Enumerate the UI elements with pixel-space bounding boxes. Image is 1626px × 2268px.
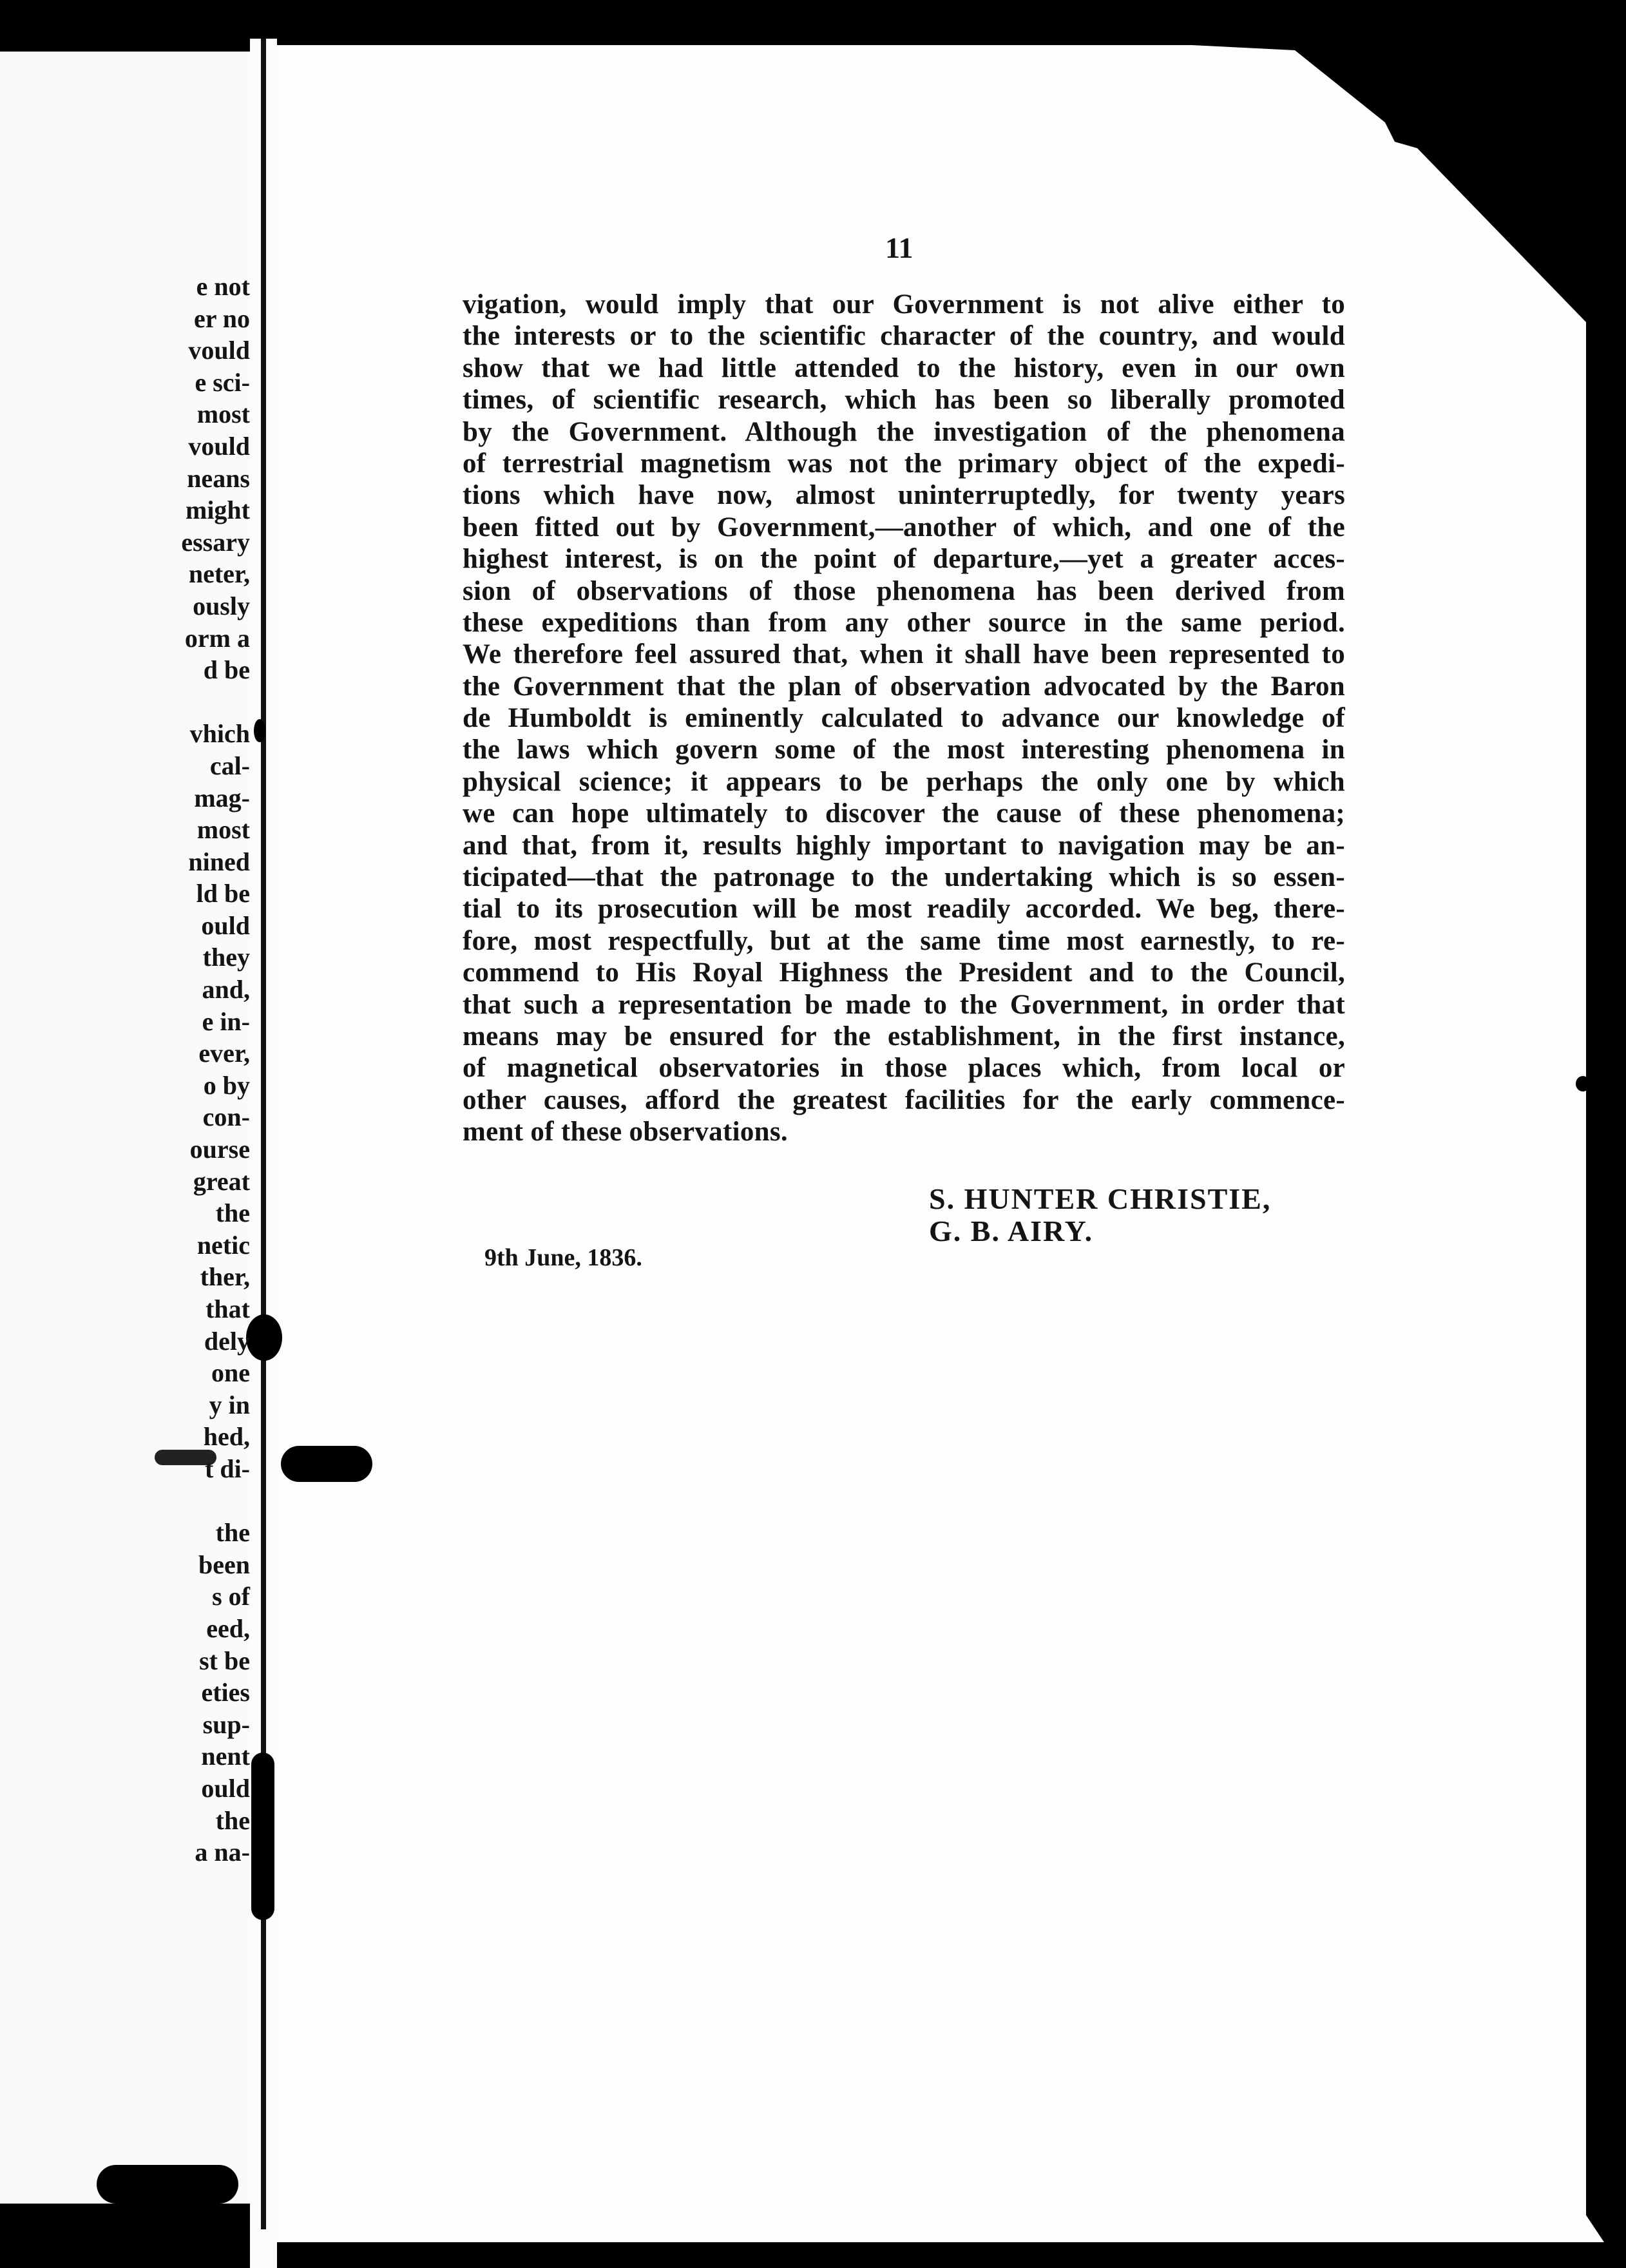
binding-blob [246, 1314, 282, 1361]
left-page-line: eties [201, 1678, 250, 1707]
date: 9th June, 1836. [484, 1244, 642, 1271]
signature-line: G. B. AIRY. [929, 1215, 1094, 1247]
body-line: other causes, afford the greatest facilities for the early commence- [463, 1084, 1345, 1115]
left-page-line: orm a [184, 623, 250, 653]
body-text [463, 289, 1345, 1148]
body-line: fore, most respectfully, but at the same time most earnestly, to re- [463, 925, 1345, 956]
body-line: tions which have now, almost uninterruptedly, for twenty years [463, 480, 1345, 511]
left-page-line: e in- [202, 1006, 250, 1036]
binding-blob [97, 2165, 238, 2204]
left-page-line: dely [204, 1326, 250, 1356]
ink-dot [1576, 1076, 1590, 1091]
body-line: of terrestrial magnetism was not the primary object of the expedi- [463, 448, 1345, 479]
body-line: we can hope ultimately to discover the cause of these phenomena; [463, 798, 1345, 829]
left-page-line: hed, [203, 1422, 250, 1452]
left-page-line: e sci- [195, 367, 250, 397]
left-page-line: the [215, 1198, 250, 1228]
body-line: the Government that the plan of observation advocated by the Baron [463, 671, 1345, 702]
left-page-line: vould [188, 431, 250, 461]
left-page-line: nent [201, 1742, 250, 1771]
left-page-line: vhich [189, 719, 250, 749]
signatures [929, 1183, 1271, 1247]
left-page-line: eed, [206, 1613, 250, 1643]
left-page-line: ever, [198, 1039, 250, 1068]
body-line: highest interest, is on the point of departure,—yet a greater acces- [463, 544, 1345, 575]
body-line: these expeditions than from any other source in the same period. [463, 607, 1345, 638]
body-line: de Humboldt is eminently calculated to advance our knowledge of [463, 703, 1345, 734]
left-page-line: netic [196, 1230, 250, 1260]
page-number: 11 [885, 231, 913, 264]
signature-line: S. HUNTER CHRISTIE, [929, 1182, 1272, 1215]
left-page-line: ourse [189, 1135, 250, 1164]
left-page-line: er no [193, 303, 250, 333]
left-page-line: o by [203, 1070, 250, 1100]
left-page-line: one [211, 1358, 250, 1388]
body-line: show that we had little attended to the history, even in our own [463, 352, 1345, 383]
left-page-line: sup- [202, 1709, 250, 1739]
left-page-line: been [198, 1550, 250, 1579]
left-page-line: y in [209, 1390, 250, 1419]
left-page-line: nined [188, 847, 250, 876]
binding-blob [254, 719, 265, 742]
left-page-line: a na- [195, 1838, 250, 1867]
left-page-line: st be [199, 1646, 250, 1675]
left-page-line: they [202, 943, 250, 972]
body-line: vigation, would imply that our Government is not alive either to [463, 289, 1345, 320]
left-page-line: most [196, 815, 250, 845]
left-page-line: e not [196, 272, 250, 301]
left-page-line: ould [201, 910, 250, 940]
left-page-line: might [186, 495, 250, 525]
binding-blob [251, 1753, 274, 1920]
body-line: physical science; it appears to be perhaps the only one by which [463, 766, 1345, 797]
left-page-line: vould [188, 336, 250, 365]
left-page-line [0, 1485, 250, 1517]
left-page-text-column [0, 271, 250, 1869]
body-line: times, of scientific research, which has been so liberally promoted [463, 385, 1345, 416]
left-page-line: d be [203, 655, 250, 685]
body-line: that such a representation be made to the Government, in order that [463, 989, 1345, 1020]
body-line: sion of observations of those phenomena has been derived from [463, 575, 1345, 606]
left-page-line: s of [212, 1582, 250, 1611]
left-page-line: most [196, 399, 250, 429]
left-page-line: ously [193, 591, 250, 620]
body-line: the interests or to the scientific character of the country, and would [463, 321, 1345, 352]
left-page-line: that [206, 1294, 250, 1323]
left-page-line: mag- [194, 783, 250, 812]
left-page-line: great [193, 1166, 250, 1196]
left-page-line: t di- [205, 1454, 250, 1483]
left-page-line [0, 686, 250, 718]
body-line: commend to His Royal Highness the President and to the Council, [463, 957, 1345, 988]
body-line: of magnetical observatories in those places which, from local or [463, 1053, 1345, 1084]
left-page-line: ld be [196, 879, 250, 908]
left-page-line: neans [187, 463, 250, 493]
left-page-line: ould [201, 1773, 250, 1803]
left-page-line: cal- [209, 751, 250, 780]
body-line: and that, from it, results highly important to navigation may be an- [463, 830, 1345, 861]
body-line: been fitted out by Government,—another of which, and one of the [463, 512, 1345, 543]
body-line: ment of these observations. [463, 1117, 788, 1148]
body-line: means may be ensured for the establishment, in the first instance, [463, 1021, 1345, 1052]
left-page-line: con- [202, 1102, 250, 1132]
left-page-line: the [215, 1805, 250, 1835]
left-page-line: the [215, 1518, 250, 1548]
left-page-line: essary [181, 527, 250, 557]
left-page-line: ther, [200, 1262, 250, 1292]
left-page-line: neter, [188, 559, 250, 589]
binding-blob [281, 1446, 372, 1482]
body-line: by the Government. Although the investigation of the phenomena [463, 416, 1345, 447]
left-page-line: and, [202, 975, 250, 1004]
body-line: ticipated—that the patronage to the undertaking which is so essen- [463, 862, 1345, 893]
body-line: We therefore feel assured that, when it shall have been represented to [463, 639, 1345, 670]
body-line: tial to its prosecution will be most readily accorded. We beg, there- [463, 894, 1345, 925]
body-line: the laws which govern some of the most interesting phenomena in [463, 735, 1345, 765]
